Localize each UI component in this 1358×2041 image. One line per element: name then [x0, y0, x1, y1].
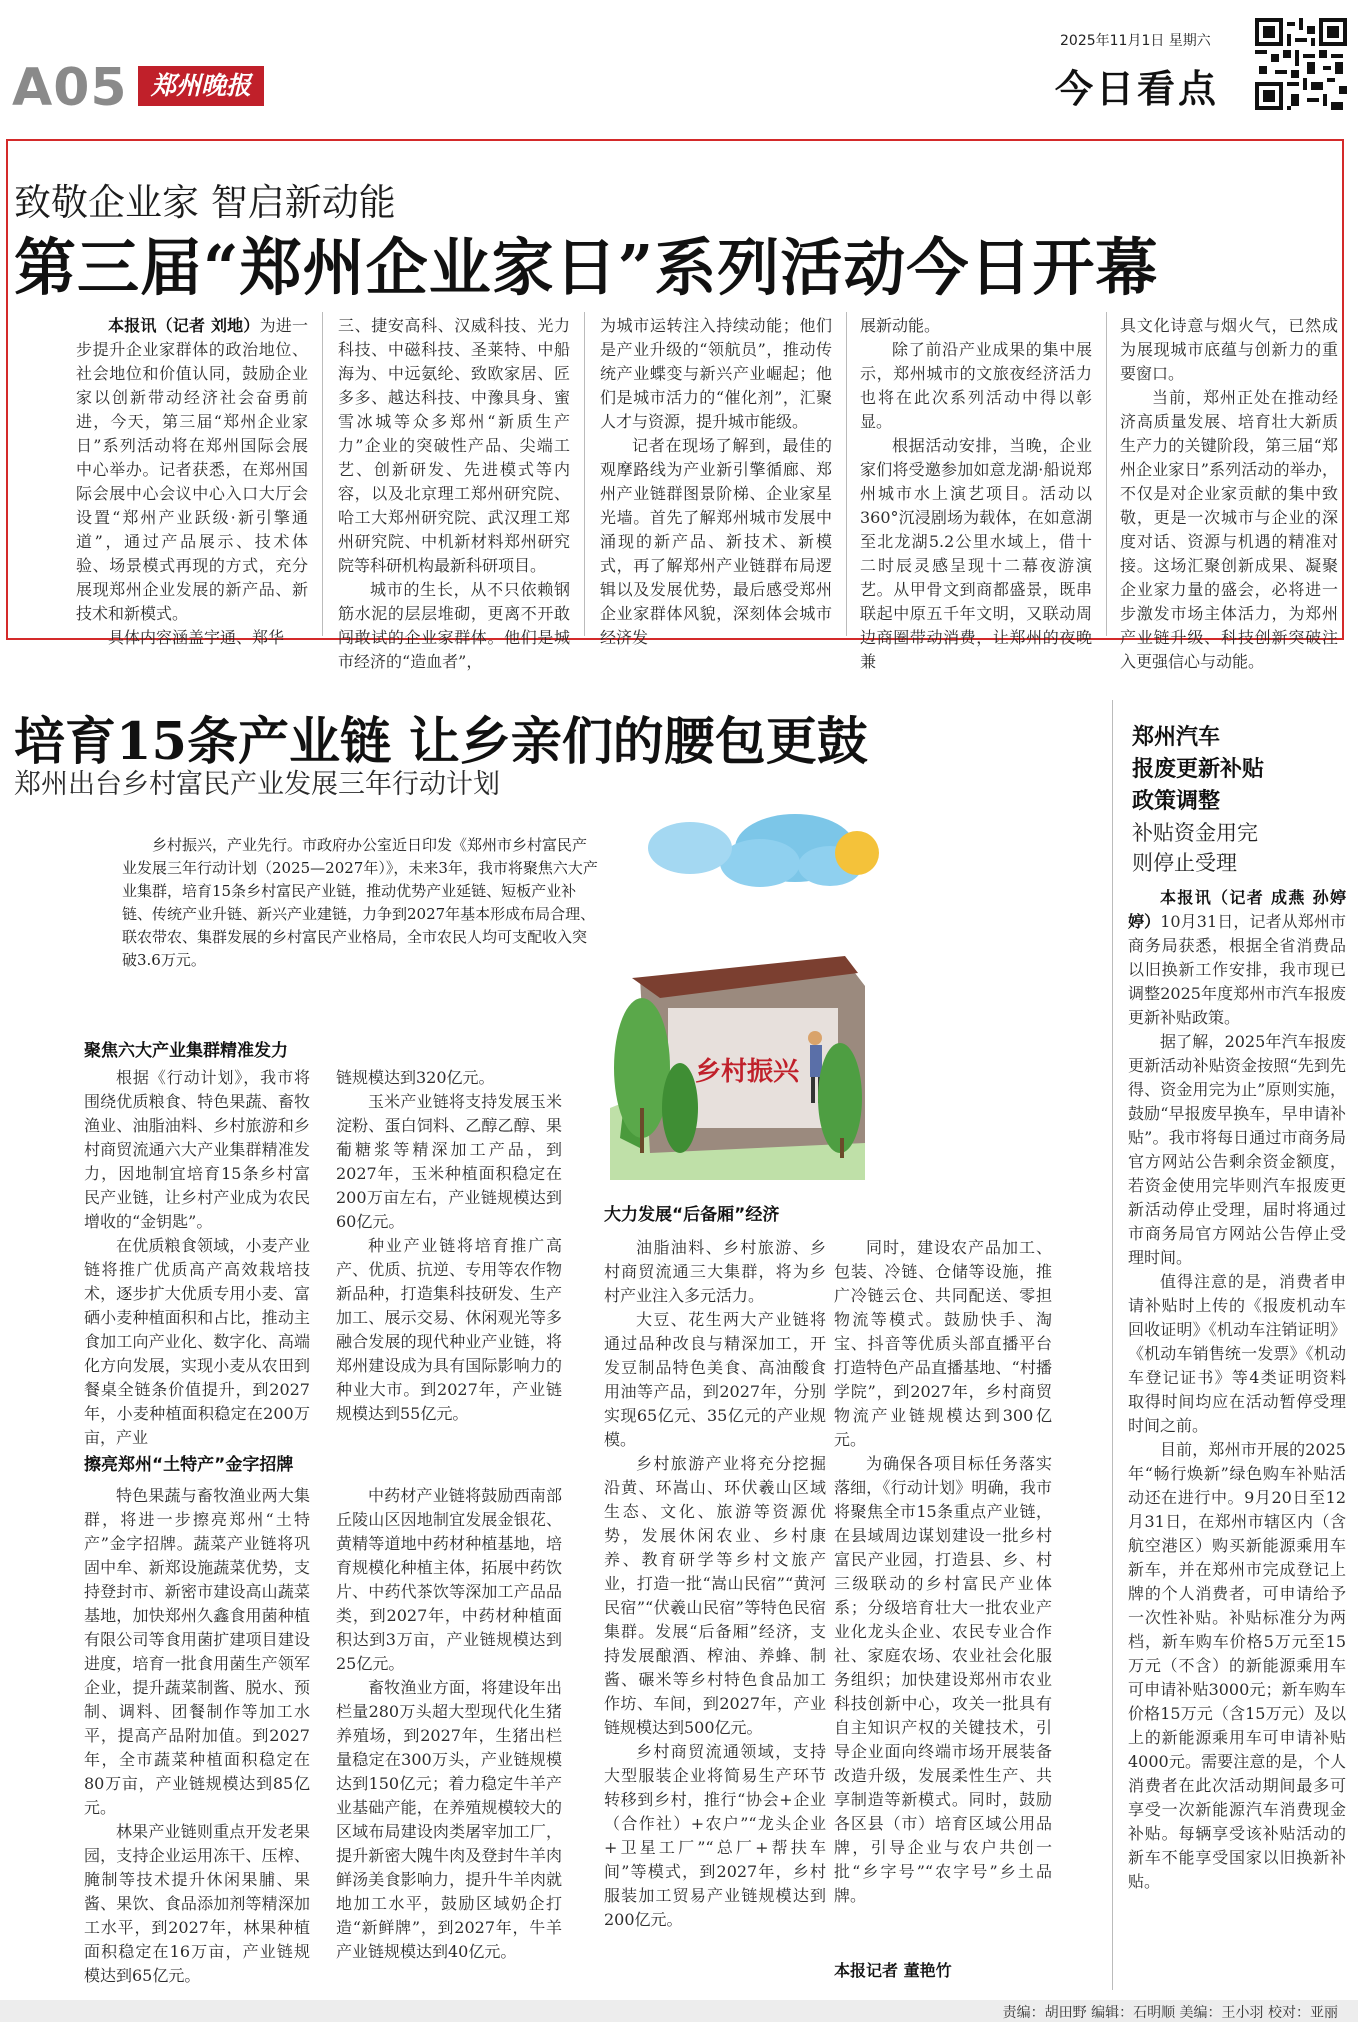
section2-paragraph: 特色果蔬与畜牧渔业两大集群，将进一步擦亮郑州“土特产”金字招牌。蔬菜产业链将巩固中牟、新郑设施蔬菜优势，支持登封市、新密市建设高山蔬菜基地，加快郑州久鑫食用菌种植有限公司等食用菌扩建项目建设进度，培育一批食用菌生产领军企业，提升蔬菜制酱、脱水、预制、调料、团餐制作等加工水平，提高产品附加值。到2027年，全市蔬菜种植面积稳定在80万亩，产业链规模达到85亿元。 [84, 1486, 310, 1817]
section1-column-1 [84, 1066, 310, 1447]
article1-paragraph: 展新动能。 [860, 316, 941, 335]
section1-paragraph: 在优质粮食领域，小麦产业链将推广优质高产高效栽培技术，逐步扩大优质专用小麦、富硒小麦种植面积和占比，推动主食加工向产业化、数字化、高端化方向发展，实现小麦从农田到餐桌全链条价值提升，到2027年，小麦种植面积稳定在200万亩，产业 [84, 1236, 310, 1447]
column-divider [1112, 700, 1113, 1990]
section3-paragraph: 乡村旅游产业将充分挖掘沿黄、环嵩山、环伏羲山区域生态、文化、旅游等资源优势，发展休闲农业、乡村康养、教育研学等乡村文旅产业，打造一批“嵩山民宿”“黄河民宿”“伏羲山民宿”等特色民宿集群。发展“后备厢”经济，支持发展酿酒、榨油、养蜂、制酱、碾米等乡村特色食品加工作坊、车间，到2027年，产业链规模达到500亿元。 [604, 1454, 826, 1737]
section2-paragraph: 中药材产业链将鼓励西南部丘陵山区因地制宜发展金银花、黄精等道地中药材种植基地，培育规模化种植主体，拓展中药饮片、中药代茶饮等深加工产品品类，到2027年，中药材种植面积达到3万亩，产业链规模达到25亿元。 [336, 1486, 562, 1673]
article1-paragraph: 为进一步提升企业家群体的政治地位、社会地位和价值认同，鼓励企业家以创新带动经济社会奋勇前进，今天，第三届“郑州企业家日”系列活动将在郑州国际会展中心举办。记者获悉，在郑州国际会展中心会议中心入口大厅会设置“郑州产业跃级·新引擎通道”，通过产品展示、技术体验、场景模式再现的方式，充分展现郑州企业发展的新产品、新技术和新模式。 [76, 316, 308, 623]
section-title-3: 大力发展“后备厢”经济 [604, 1205, 780, 1225]
section3-paragraph: 同时，建设农产品加工、包装、冷链、仓储等设施，推广冷链云仓、共同配送、零担物流等模式。鼓励快手、淘宝、抖音等优质头部直播平台打造特色产品直播基地、“村播学院”，到2027年，乡村商贸物流产业链规模达到300亿元。 [834, 1238, 1052, 1449]
newspaper-logo: 郑州晚报 [138, 66, 264, 106]
section-title-2: 擦亮郑州“土特产”金字招牌 [84, 1455, 294, 1475]
article3-subtitle-line: 补贴资金用完 [1132, 821, 1258, 845]
column-divider [1106, 312, 1107, 636]
issue-date: 2025年11月1日 星期六 [1060, 33, 1211, 49]
article2-headline[interactable]: 培育15条产业链 让乡亲们的腰包更鼓 [14, 712, 868, 772]
section-title-1: 聚焦六大产业集群精准发力 [84, 1041, 288, 1061]
section2-column-1 [84, 1484, 310, 1986]
section1-column-2 [336, 1066, 562, 1426]
article1-paragraph: 具文化诗意与烟火气，已然成为展现城市底蕴与创新力的重要窗口。 [1120, 316, 1338, 383]
section-title: 今日看点 [1055, 67, 1220, 111]
section3-column-1 [604, 1236, 826, 1984]
article1-paragraph: 三、捷安高科、汉威科技、光力科技、中磁科技、圣莱特、中船海为、中远氨纶、致欧家居、匠多多、越达科技、中豫具身、蜜雪冰城等众多郑州“新质生产力”企业的突破性产品、尖端工艺、创新研发、先进模式等内容，以及北京理工郑州研究院、哈工大郑州研究院、武汉理工郑州研究院、中机新材料郑州研究院等科研机构最新科研项目。 [338, 316, 570, 575]
article3-paragraph: 值得注意的是，消费者申请补贴时上传的《报废机动车回收证明》《机动车注销证明》《机动车销售统一发票》《机动车登记证书》等4类证明资料取得时间均应在活动暂停受理时间之前。 [1128, 1272, 1346, 1435]
article3-paragraph: 目前，郑州市开展的2025年“畅行焕新”绿色购车补贴活动还在进行中。9月20日至12月31日，在郑州市辖区内（含航空港区）购买新能源乘用车新车，并在郑州市完成登记上牌的个人消费者，可申请给予一次性补贴。补贴标准分为两档，新车购车价格5万元至15万元（不含）的新能源乘用车可申请补贴3000元；新车购车价格15万元（含15万元）及以上的新能源乘用车可申请补贴4000元。需要注意的是，个人消费者在此次活动期间最多可享受一次新能源汽车消费现金补贴。每辆享受该补贴活动的新车不能享受国家以旧换新补贴。 [1128, 1440, 1346, 1891]
article3-headline[interactable] [1132, 722, 1347, 818]
article2-lead [122, 834, 600, 972]
article1-paragraph: 具体内容涵盖宇通、郑华 [108, 628, 285, 647]
column-divider [584, 312, 585, 636]
article1-column-1 [76, 314, 308, 647]
article3-body [1128, 886, 1346, 1986]
article2-lead-text: 乡村振兴，产业先行。市政府办公室近日印发《郑州市乡村富民产业发展三年行动计划（2025—2027年）》，未来3年，我市将聚焦六大产业集群，培育15条乡村富民产业链，推动优势产业延链、短板产业补链、传统产业升链、新兴产业建链，力争到2027年基本形成布局合理、联农带农、集群发展的乡村富民产业格局，全市农民人均可支配收入突破3.6万元。 [122, 836, 598, 969]
article1-paragraph: 记者在现场了解到，最佳的观摩路线为产业新引擎循廊、郑州产业链群图景阶梯、企业家星光墙。首先了解郑州城市发展中涌现的新产品、新技术、新模式，再了解郑州产业链群布局逻辑以及发展优势，最后感受郑州企业家群体风貌，深刻体会城市经济发 [600, 436, 832, 647]
section3-column-2 [834, 1236, 1052, 1948]
section3-paragraph: 油脂油料、乡村旅游、乡村商贸流通三大集群，将为乡村产业注入多元活力。 [604, 1238, 826, 1305]
article1-paragraph: 根据活动安排，当晚，企业家们将受邀参加如意龙湖·船说郑州城市水上演艺项目。活动以360°沉浸剧场为载体，在如意湖至北龙湖5.2公里水域上，借十二时辰灵感呈现十二幕夜游演艺。从甲骨文到商都盛景，既串联起中原五千年文明，又联动周边商圈带动消费，让郑州的夜晚兼 [860, 436, 1092, 671]
rural-revitalization-illustration [600, 808, 865, 1180]
article3-subtitle [1132, 818, 1347, 878]
section1-paragraph: 根据《行动计划》，我市将围绕优质粮食、特色果蔬、畜牧渔业、油脂油料、乡村旅游和乡村商贸流通六大产业集群精准发力，因地制宜培育15条乡村富民产业链，让乡村产业成为农民增收的“金钥匙”。 [84, 1068, 310, 1231]
article1-column-3 [600, 314, 832, 647]
section2-paragraph: 畜牧渔业方面，将建设年出栏量280万头超大型现代化生猪养殖场，到2027年，生猪出栏量稳定在300万头，产业链规模达到150亿元；着力稳定牛羊产业基础产能，在养殖规模较大的区域布局建设肉类屠宰加工厂，提升新密大隗牛肉及登封牛羊肉鲜汤美食影响力，提升牛羊肉就地加工水平，鼓励区域奶企打造“新鲜牌”，到2027年，牛羊产业链规模达到40亿元。 [336, 1678, 562, 1961]
article1-paragraph: 城市的生长，从不只依赖钢筋水泥的层层堆砌，更离不开敢闯敢试的企业家群体。他们是城市经济的“造血者”， [338, 580, 570, 671]
column-divider [322, 312, 323, 636]
page-number: A05 [12, 58, 128, 118]
article3-subtitle-line: 则停止受理 [1132, 851, 1237, 875]
article2-byline: 本报记者 董艳竹 [834, 1961, 952, 1980]
article1-paragraph: 除了前沿产业成果的集中展示，郑州城市的文旅夜经济活力也将在此次系列活动中得以彰显。 [860, 340, 1092, 431]
article1-headline[interactable]: 第三届“郑州企业家日”系列活动今日开幕 [14, 231, 1159, 304]
qr-code-icon[interactable] [1255, 18, 1347, 110]
illustration-sign-text: 乡村振兴 [695, 1057, 800, 1087]
section2-column-2 [336, 1484, 562, 1986]
article1-paragraph: 当前，郑州正处在推动经济高质量发展、培育壮大新质生产力的关键阶段，第三届“郑州企业家日”系列活动的举办，不仅是对企业家贡献的集中致敬，更是一次城市与企业的深度对话、资源与机遇的精准对接。这场汇聚创新成果、凝聚企业家力量的盛会，必将进一步激发市场主体活力，为郑州产业链升级、科技创新突破注入更强信心与动能。 [1120, 388, 1338, 671]
section3-paragraph: 为确保各项目标任务落实落细，《行动计划》明确，我市将聚焦全市15条重点产业链，在县域周边谋划建设一批乡村富民产业园，打造县、乡、村三级联动的乡村富民产业体系；分级培育壮大一批农业产业化龙头企业、农民专业合作社、家庭农场、农业社会化服务组织；加快建设郑州市农业科技创新中心，攻关一批具有自主知识产权的关键技术，引导企业面向终端市场开展装备改造升级，发展柔性生产、共享制造等新模式。同时，鼓励各区县（市）培育区域公用品牌，引导企业与农户共创一批“乡字号”“农字号”乡土品牌。 [834, 1454, 1052, 1905]
article3-headline-line: 郑州汽车 [1132, 725, 1221, 750]
article2-subtitle: 郑州出台乡村富民产业发展三年行动计划 [14, 769, 500, 800]
section3-paragraph: 大豆、花生两大产业链将通过品种改良与精深加工，开发豆制品特色美食、高油酸食用油等产品，到2027年，分别实现65亿元、35亿元的产业规模。 [604, 1310, 826, 1449]
section2-paragraph: 林果产业链则重点开发老果园，支持企业运用冻干、压榨、腌制等技术提升休闲果脯、果酱、果饮、食品添加剂等精深加工水平，到2027年，林果种植面积稳定在16万亩，产业链规模达到65亿元。 [84, 1822, 310, 1985]
editor-credits: 责编：胡田野 编辑：石明顺 美编：王小羽 校对：亚丽 [1002, 2005, 1338, 2021]
article3-headline-line: 报废更新补贴 [1132, 757, 1265, 782]
article1-column-2 [338, 314, 570, 671]
article1-kicker: 致敬企业家 智启新动能 [14, 181, 396, 224]
article1-column-4 [860, 314, 1092, 671]
section1-paragraph: 玉米产业链将支持发展玉米淀粉、蛋白饲料、乙醇乙醇、果葡糖浆等精深加工产品，到2027年，玉米种植面积稳定在200万亩左右，产业链规模达到60亿元。 [336, 1092, 562, 1231]
article1-column-5 [1120, 314, 1338, 671]
article3-paragraph: 10月31日，记者从郑州市商务局获悉，根据全省消费品以旧换新工作安排，我市现已调整2025年度郑州市汽车报废更新补贴政策。 [1128, 912, 1346, 1027]
article1-paragraph: 为城市运转注入持续动能；他们是产业升级的“领航员”，推动传统产业蝶变与新兴产业崛起；他们是城市活力的“催化剂”，汇聚人才与资源，提升城市能级。 [600, 316, 832, 431]
column-divider [846, 312, 847, 636]
article3-byline: 本报讯（记者 成燕 孙婷婷） [1128, 888, 1346, 931]
section1-paragraph: 链规模达到320亿元。 [336, 1068, 495, 1087]
article3-paragraph: 据了解，2025年汽车报废更新活动补贴资金按照“先到先得、资金用完为止”原则实施，鼓励“早报废早换车，早申请补贴”。我市将每日通过市商务局官方网站公告剩余资金额度，若资金使用完毕则汽车报废更新活动停止受理，届时将通过市商务局官方网站公告停止受理时间。 [1128, 1032, 1346, 1267]
section1-paragraph: 种业产业链将培育推广高产、优质、抗逆、专用等农作物新品种，打造集科技研发、生产加工、展示交易、休闲观光等多融合发展的现代种业产业链，将郑州建设成为具有国际影响力的种业大市。到2027年，产业链规模达到55亿元。 [336, 1236, 562, 1423]
section3-paragraph: 乡村商贸流通领域，支持大型服装企业将简易生产环节转移到乡村，推行“协会+企业（合作社）+农户”“龙头企业+卫星工厂”“总厂+帮扶车间”等模式，到2027年，乡村服装加工贸易产业链规模达到200亿元。 [604, 1742, 826, 1929]
article1-byline: 本报讯（记者 刘地） [108, 316, 260, 335]
article3-headline-line: 政策调整 [1132, 789, 1221, 814]
